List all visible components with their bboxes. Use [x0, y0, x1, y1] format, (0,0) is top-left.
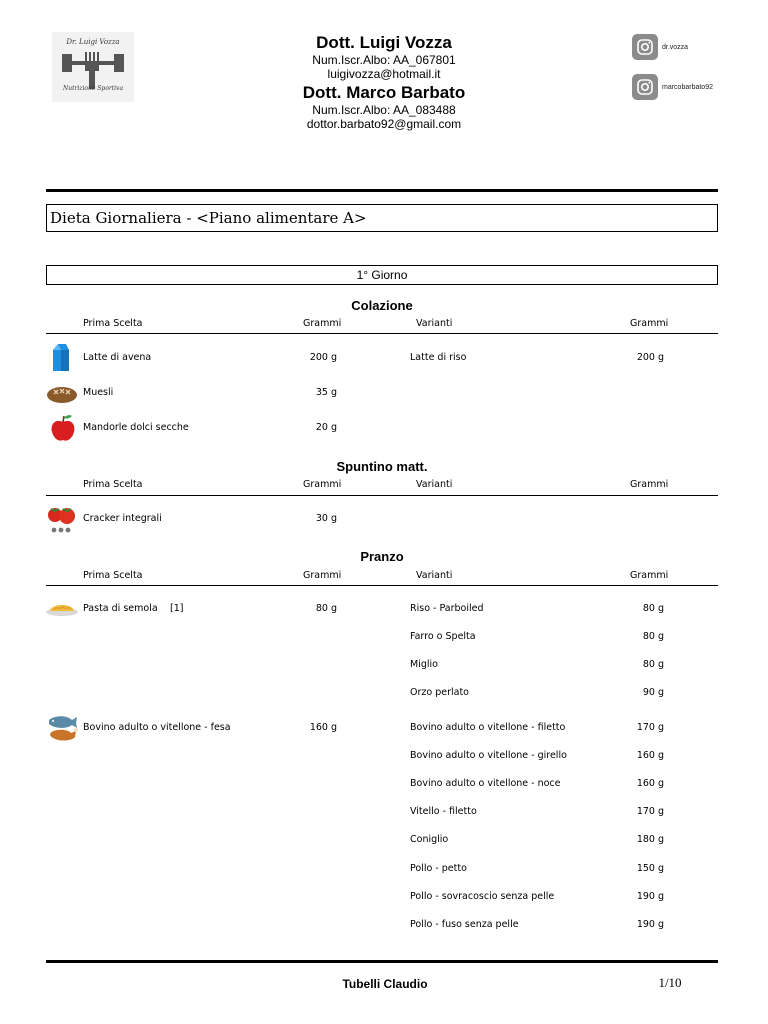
instagram-icon	[632, 74, 658, 100]
variant-grams: 150 g	[636, 863, 664, 874]
variant-grams: 180 g	[636, 834, 664, 845]
logo-top-text: Dr. Luigi Vozza	[66, 38, 120, 46]
variant-grams: 160 g	[636, 778, 664, 789]
variant-name: Bovino adulto o vitellone - noce	[410, 778, 561, 789]
variant-grams: 80 g	[642, 631, 664, 642]
variant-name: Coniglio	[410, 834, 449, 845]
variant-name: Latte di riso	[410, 352, 467, 363]
food-name: Pasta di semola	[83, 603, 158, 614]
food-grams: 35 g	[315, 387, 337, 398]
variant-name: Bovino adulto o vitellone - filetto	[410, 722, 566, 733]
variant-grams: 160 g	[636, 750, 664, 761]
food-name: Cracker integrali	[83, 513, 162, 524]
day-header: 1° Giorno	[46, 265, 718, 285]
col-header-variants: Varianti	[416, 570, 453, 581]
meal-title-pranzo: Pranzo	[360, 549, 404, 564]
variant-grams: 200 g	[636, 352, 664, 363]
food-grams: 200 g	[309, 352, 337, 363]
milk-carton-icon	[50, 342, 72, 376]
col-header-grams: Grammi	[303, 570, 342, 581]
variant-name: Farro o Spelta	[410, 631, 476, 642]
footer-divider	[46, 960, 718, 963]
apple-icon	[49, 413, 77, 447]
food-grams: 80 g	[315, 603, 337, 614]
patient-name: Tubelli Claudio	[342, 977, 428, 991]
social-instagram-1[interactable]	[632, 34, 658, 60]
col-header-grams: Grammi	[303, 479, 342, 490]
col-header-grams: Grammi	[303, 318, 342, 329]
variant-name: Pollo - fuso senza pelle	[410, 919, 519, 930]
doctor-name: Dott. Marco Barbato	[302, 83, 466, 102]
bread-icon	[46, 384, 78, 408]
variant-name: Miglio	[410, 659, 438, 670]
col-header-first: Prima Scelta	[83, 570, 143, 581]
variant-name: Pollo - petto	[410, 863, 467, 874]
instagram-icon	[632, 34, 658, 60]
variant-grams: 170 g	[636, 806, 664, 817]
logo-bottom-text: Nutrizione Sportiva	[62, 85, 124, 92]
food-grams: 160 g	[309, 722, 337, 733]
diet-title: Dieta Giornaliera - <Piano alimentare A>	[46, 204, 718, 232]
doctor-1	[234, 33, 534, 81]
variant-grams: 170 g	[636, 722, 664, 733]
variant-grams: 80 g	[642, 659, 664, 670]
col-header-first: Prima Scelta	[83, 479, 143, 490]
email[interactable]: luigivozza@hotmail.it	[327, 67, 441, 81]
table-divider	[46, 333, 718, 334]
tomato-icon	[46, 504, 78, 538]
header-divider	[46, 189, 718, 192]
table-divider	[46, 495, 718, 496]
registration-number: Num.Iscr.Albo: AA_083488	[312, 103, 456, 117]
variant-name: Orzo perlato	[410, 687, 469, 698]
col-header-grams2: Grammi	[630, 570, 669, 581]
meat-fish-icon	[45, 715, 79, 747]
page-number: 1/10	[658, 975, 682, 990]
variant-name: Riso - Parboiled	[410, 603, 484, 614]
col-header-variants: Varianti	[416, 318, 453, 329]
social-instagram-2[interactable]	[632, 74, 658, 100]
pasta-plate-icon	[45, 598, 79, 622]
variant-grams: 80 g	[642, 603, 664, 614]
doctor-name: Dott. Luigi Vozza	[316, 33, 452, 52]
col-header-variants: Varianti	[416, 479, 453, 490]
food-note[interactable]: [1]	[170, 603, 184, 614]
meal-title-spuntino: Spuntino matt.	[336, 459, 428, 474]
food-name: Mandorle dolci secche	[83, 422, 189, 433]
instagram-handle[interactable]: marcobarbato92	[662, 84, 713, 91]
meal-title-colazione: Colazione	[351, 298, 413, 313]
col-header-grams2: Grammi	[630, 479, 669, 490]
variant-name: Bovino adulto o vitellone - girello	[410, 750, 567, 761]
nutrition-logo	[52, 32, 134, 102]
table-divider	[46, 585, 718, 586]
food-grams: 30 g	[315, 513, 337, 524]
variant-grams: 90 g	[642, 687, 664, 698]
variant-name: Vitello - filetto	[410, 806, 477, 817]
variant-grams: 190 g	[636, 891, 664, 902]
email[interactable]: dottor.barbato92@gmail.com	[306, 117, 462, 131]
variant-name: Pollo - sovracoscio senza pelle	[410, 891, 555, 902]
col-header-grams2: Grammi	[630, 318, 669, 329]
instagram-handle[interactable]: dr.vozza	[662, 44, 689, 51]
food-name: Latte di avena	[83, 352, 152, 363]
col-header-first: Prima Scelta	[83, 318, 143, 329]
registration-number: Num.Iscr.Albo: AA_067801	[312, 53, 456, 67]
food-grams: 20 g	[315, 422, 337, 433]
food-name: Muesli	[83, 387, 114, 398]
doctor-2	[234, 83, 534, 131]
variant-grams: 190 g	[636, 919, 664, 930]
food-name: Bovino adulto o vitellone - fesa	[83, 722, 231, 733]
